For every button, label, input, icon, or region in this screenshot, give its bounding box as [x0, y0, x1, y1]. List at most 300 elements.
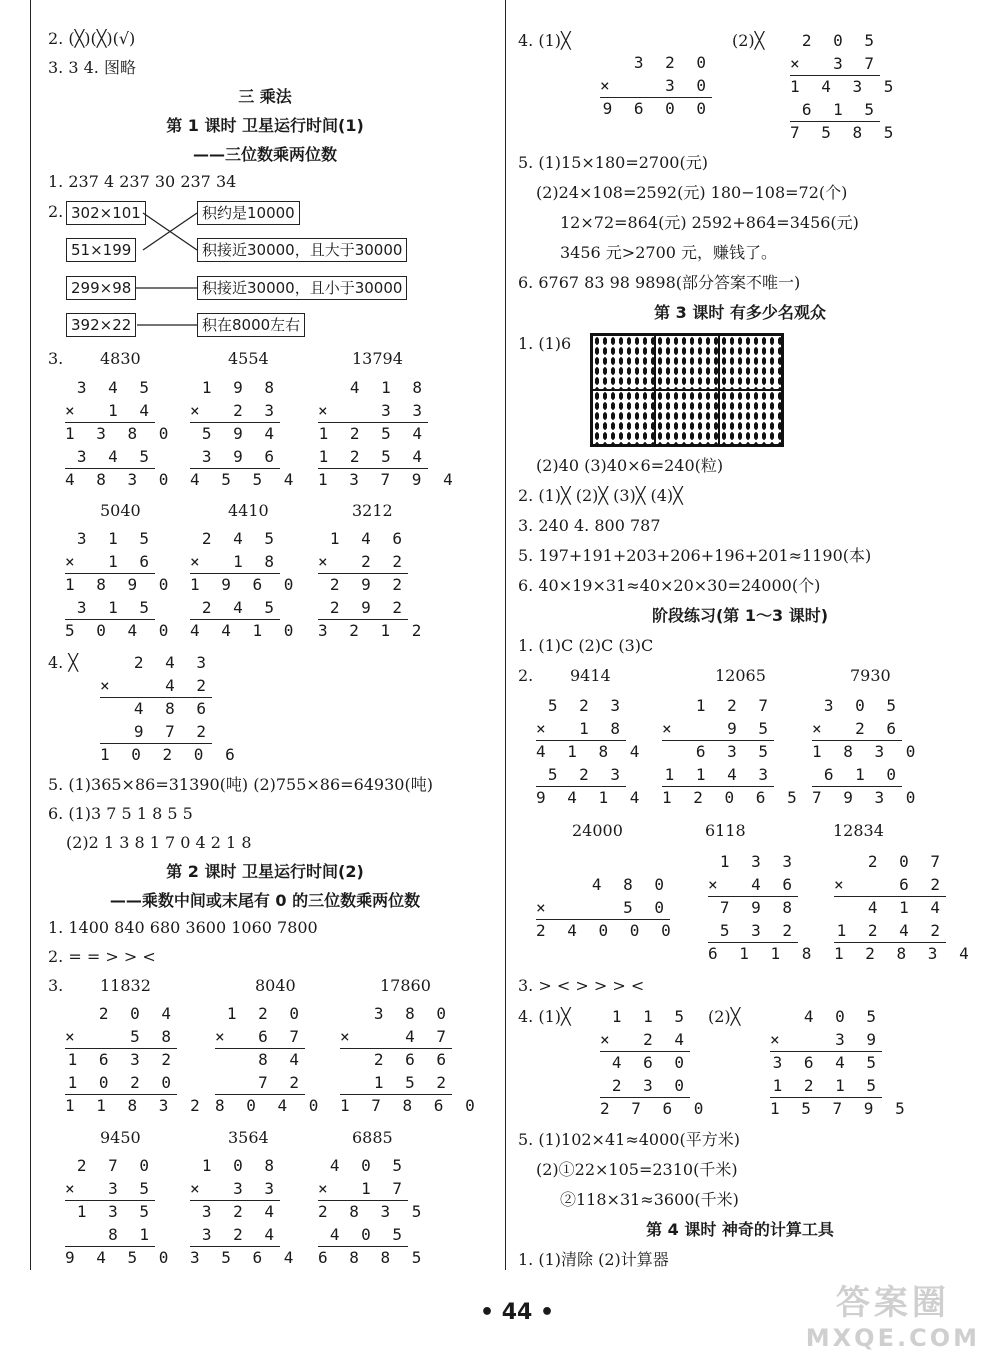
multiplication-digits: 2 3 [233, 400, 280, 420]
multiplication-row [65, 422, 175, 446]
question-label: (2)╳ [708, 1007, 741, 1026]
multiplication-digits: 1 8 [233, 551, 280, 571]
question-label: 3. [48, 976, 64, 995]
multiplication-row [190, 1178, 280, 1201]
answer-line: 3. 3 4. 图略 [48, 58, 136, 77]
grid-cell [655, 390, 718, 445]
multiplication-digits: 3 4 5 [76, 378, 155, 397]
lesson-title: 第 1 课时 卫星运行时间(1) [166, 116, 364, 135]
multiplication-digits: 2 7 0 [76, 1156, 155, 1175]
multiplication-row [65, 619, 175, 643]
multiplication-row [770, 1075, 882, 1098]
vertical-multiplication [770, 1006, 911, 1121]
multiplication-row [190, 446, 280, 469]
question-label: 2. [48, 202, 64, 221]
multiplication-digits: 1 7 [361, 1178, 408, 1198]
multiplication-row [770, 1051, 882, 1075]
vertical-multiplication [812, 695, 922, 810]
times-sign: × [318, 400, 328, 420]
vertical-multiplication [790, 30, 900, 145]
multiplication-row [600, 97, 712, 121]
multiplication-row [215, 1003, 305, 1026]
times-sign: × [190, 400, 200, 420]
multiplication-row [662, 740, 774, 764]
multiplication-digits: 1 5 2 [373, 1072, 452, 1092]
multiplication-row [536, 786, 646, 810]
multiplication-digits: 1 8 [579, 718, 626, 738]
answer-line: 6. (1)3 7 5 1 8 5 5 [48, 804, 193, 823]
multiplication-digits: 3 8 0 [373, 1004, 452, 1023]
times-sign: × [318, 551, 328, 571]
vertical-multiplication [318, 1155, 428, 1270]
lesson-title: 第 3 课时 有多少名观众 [654, 303, 826, 322]
multiplication-digits: 2 0 7 [867, 852, 946, 871]
multiplication-digits: 3 4 5 [76, 446, 155, 466]
multiplication-row [318, 400, 428, 423]
multiplication-digits: 1 2 7 [695, 696, 774, 715]
multiplication-row [708, 874, 798, 897]
times-sign: × [536, 897, 546, 917]
multiplication-digits: 5 2 3 [547, 696, 626, 715]
grid-cell [592, 335, 655, 390]
match-right-item: 积接近30000，且大于30000 [197, 238, 407, 262]
multiplication-digits: 8 0 4 0 [215, 1096, 325, 1115]
multiplication-digits: 2 4 0 0 0 [536, 921, 677, 940]
multiplication-row [600, 1097, 710, 1121]
multiplication-row [812, 786, 922, 810]
multiplication-row [600, 1075, 690, 1098]
vertical-multiplication [65, 377, 175, 492]
multiplication-digits: 4 6 [751, 874, 798, 894]
page-number: • 44 • [480, 1300, 555, 1325]
vertical-multiplication [215, 1003, 325, 1118]
multiplication-digits: 4 0 5 [329, 1224, 408, 1244]
multiplication-digits: 5 3 2 [719, 920, 798, 940]
multiplication-digits: 3 9 [835, 1029, 882, 1049]
multiplication-digits: 5 8 [130, 1026, 177, 1046]
multiplication-row [600, 1051, 690, 1075]
multiplication-row [600, 52, 712, 75]
multiplication-row [100, 697, 212, 721]
multiplication-row [190, 619, 300, 643]
question-label: (2)╳ [732, 31, 765, 50]
multiplication-row [536, 897, 670, 920]
multiplication-digits: 1 3 8 0 [65, 424, 175, 443]
multiplication-row [812, 740, 922, 764]
multiplication-digits: 2 4 5 [201, 597, 280, 617]
multiplication-row [65, 468, 175, 492]
multiplication-row [100, 721, 212, 744]
multiplication-digits: 1 9 8 [201, 378, 280, 397]
multiplication-digits: 3 6 4 5 [772, 1053, 882, 1072]
multiplication-row [65, 1224, 155, 1247]
multiplication-row [812, 718, 902, 741]
multiplication-row [318, 1178, 408, 1201]
multiplication-row [662, 764, 774, 787]
multiplication-digits: 7 9 3 0 [812, 788, 922, 807]
answer-line: 3456 元>2700 元，赚钱了。 [560, 243, 778, 262]
answer-line: 5. (1)102×41≈4000(平方米) [518, 1130, 740, 1149]
grid-cell [655, 335, 718, 390]
multiplication-digits: 2 9 2 [329, 597, 408, 617]
multiplication-row [600, 75, 712, 98]
multiplication-digits: 4 7 [405, 1026, 452, 1046]
multiplication-digits: 3 3 [381, 400, 428, 420]
multiplication-digits: 6 8 8 5 [318, 1248, 428, 1267]
multiplication-row [318, 1200, 428, 1224]
product-answer: 4830 [100, 349, 141, 368]
multiplication-digits: 4 6 0 [611, 1053, 690, 1072]
multiplication-row [100, 743, 241, 767]
multiplication-row [65, 1155, 155, 1178]
multiplication-digits: 6 1 1 8 [708, 944, 818, 963]
multiplication-digits: 7 2 [258, 1072, 305, 1092]
multiplication-row [318, 468, 459, 492]
multiplication-digits: 6 3 5 [695, 742, 774, 761]
multiplication-digits: 3 9 6 [201, 446, 280, 466]
multiplication-digits: 3 2 4 [201, 1202, 280, 1221]
vertical-multiplication [318, 377, 459, 492]
multiplication-row [190, 528, 280, 551]
multiplication-digits: 2 8 3 5 [318, 1202, 428, 1221]
multiplication-row [790, 99, 880, 122]
multiplication-row [318, 619, 428, 643]
times-sign: × [662, 718, 672, 738]
multiplication-digits: 4 4 1 0 [190, 621, 300, 640]
multiplication-digits: 1 2 5 4 [318, 424, 428, 443]
answer-line: 2. (╳)(╳)(√) [48, 29, 136, 48]
times-sign: × [65, 551, 75, 571]
multiplication-digits: 1 0 2 0 [67, 1072, 177, 1092]
answer-line: 5. 197+191+203+206+196+201≈1190(本) [518, 546, 872, 565]
multiplication-row [834, 874, 946, 897]
multiplication-digits: 4 1 8 [349, 378, 428, 397]
multiplication-row [190, 1155, 280, 1178]
multiplication-row [65, 1246, 175, 1270]
multiplication-row [215, 1072, 305, 1095]
multiplication-row [708, 896, 798, 920]
multiplication-row [65, 1200, 155, 1224]
multiplication-digits: 7 5 8 5 [790, 123, 900, 142]
watermark-url: MXQE.COM [805, 1324, 980, 1352]
multiplication-digits: 9 7 2 [133, 721, 212, 741]
answer-line: 2. = = > > < [48, 947, 156, 966]
times-sign: × [100, 675, 110, 695]
multiplication-digits: 2 0 5 [801, 31, 880, 50]
match-right-item: 积在8000左右 [197, 313, 305, 337]
multiplication-row [536, 919, 677, 943]
multiplication-digits: 1 1 8 3 2 [65, 1096, 206, 1115]
multiplication-digits: 1 0 2 0 6 [100, 745, 241, 764]
multiplication-digits: 4 8 6 [133, 699, 212, 718]
answer-line: (2)①22×105=2310(千米) [536, 1160, 738, 1179]
multiplication-digits: 1 3 5 [76, 1202, 155, 1221]
product-answer: 6118 [705, 821, 746, 840]
multiplication-digits: 3 2 1 2 [318, 621, 428, 640]
answer-line: ②118×31≈3600(千米) [560, 1190, 739, 1209]
multiplication-row [65, 597, 155, 620]
multiplication-row [100, 675, 212, 698]
multiplication-row [790, 121, 900, 145]
multiplication-digits: 4 1 8 4 [536, 742, 646, 761]
product-answer: 3564 [228, 1128, 269, 1147]
times-sign: × [190, 551, 200, 571]
multiplication-digits: 5 0 [623, 897, 670, 917]
times-sign: × [834, 874, 844, 894]
multiplication-digits: 2 4 3 [133, 653, 212, 672]
question-label: 3. [48, 349, 64, 368]
lesson-subtitle: ——三位数乘两位数 [192, 145, 337, 164]
multiplication-digits: 1 4 [108, 400, 155, 420]
multiplication-digits: 2 2 [361, 551, 408, 571]
multiplication-digits: 4 1 4 [867, 898, 946, 917]
multiplication-row [536, 695, 626, 718]
question-label: 2. [518, 666, 534, 685]
vertical-multiplication [190, 528, 300, 643]
multiplication-row [190, 1224, 280, 1247]
multiplication-row [318, 1224, 408, 1247]
multiplication-digits: 1 7 8 6 0 [340, 1096, 481, 1115]
multiplication-row [318, 528, 408, 551]
multiplication-row [190, 377, 280, 400]
multiplication-row [770, 1097, 911, 1121]
vertical-multiplication [708, 851, 818, 966]
multiplication-digits: 1 8 9 0 [65, 575, 175, 594]
multiplication-digits: 5 0 4 0 [65, 621, 175, 640]
product-answer: 24000 [572, 821, 623, 840]
multiplication-row [536, 764, 626, 787]
multiplication-row [318, 1246, 428, 1270]
multiplication-digits: 1 2 4 2 [836, 920, 946, 940]
times-sign: × [190, 1178, 200, 1198]
multiplication-digits: 1 0 8 [201, 1156, 280, 1175]
multiplication-row [790, 75, 900, 99]
multiplication-row [65, 1072, 177, 1095]
answer-line: 1. (1)清除 (2)计算器 [518, 1250, 669, 1269]
multiplication-digits: 4 8 3 0 [65, 470, 175, 489]
match-left-item: 51×199 [66, 238, 136, 262]
times-sign: × [318, 1178, 328, 1198]
product-answer: 4410 [228, 501, 269, 520]
multiplication-digits: 1 4 6 [329, 529, 408, 548]
multiplication-digits: 6 1 0 [823, 764, 902, 784]
multiplication-row [340, 1048, 452, 1072]
multiplication-row [190, 1200, 280, 1224]
multiplication-digits: 1 2 0 [226, 1004, 305, 1023]
multiplication-digits: 2 3 0 [611, 1075, 690, 1095]
match-left-item: 299×98 [66, 276, 136, 300]
multiplication-row [770, 1029, 882, 1052]
multiplication-digits: 1 3 3 [719, 852, 798, 871]
multiplication-digits: 1 2 5 4 [318, 446, 428, 466]
multiplication-row [215, 1094, 325, 1118]
product-answer: 3212 [352, 501, 393, 520]
multiplication-row [65, 1026, 177, 1049]
times-sign: × [65, 1026, 75, 1046]
stage-title: 阶段练习(第 1～3 课时) [651, 606, 829, 625]
product-answer: 9450 [100, 1128, 141, 1147]
multiplication-digits: 1 9 6 0 [190, 575, 300, 594]
answer-line: 1. (1)6 [518, 334, 572, 353]
multiplication-digits: 1 6 [108, 551, 155, 571]
multiplication-digits: 1 8 3 0 [812, 742, 922, 761]
multiplication-row [662, 695, 774, 718]
multiplication-row [600, 1029, 690, 1052]
multiplication-digits: 8 4 [258, 1050, 305, 1069]
multiplication-row [215, 1048, 305, 1072]
product-answer: 12065 [715, 666, 766, 685]
times-sign: × [770, 1029, 780, 1049]
product-answer: 5040 [100, 501, 141, 520]
vertical-multiplication [318, 528, 428, 643]
answer-line: (2)2 1 3 8 1 7 0 4 2 1 8 [66, 833, 252, 852]
multiplication-row [812, 695, 902, 718]
multiplication-row [662, 718, 774, 741]
multiplication-row [340, 1094, 481, 1118]
match-left-item: 302×101 [66, 201, 146, 225]
multiplication-row [318, 422, 428, 446]
vertical-multiplication [190, 1155, 300, 1270]
multiplication-row [190, 551, 280, 574]
times-sign: × [708, 874, 718, 894]
multiplication-row [708, 851, 798, 874]
multiplication-row [318, 446, 428, 469]
multiplication-digits: 9 6 0 0 [602, 99, 712, 118]
multiplication-row [65, 446, 155, 469]
multiplication-digits: 2 6 [855, 718, 902, 738]
match-right-item: 积约是10000 [197, 201, 300, 225]
multiplication-row [215, 1026, 305, 1049]
multiplication-row [190, 597, 280, 620]
multiplication-row [790, 53, 880, 76]
multiplication-digits: 6 1 5 [801, 99, 880, 119]
question-label: 4. ╳ [48, 653, 78, 672]
multiplication-digits: 8 1 [108, 1224, 155, 1244]
multiplication-digits: 3 1 5 [76, 529, 155, 548]
question-label: 4. (1)╳ [518, 31, 571, 50]
multiplication-digits: 3 2 4 [201, 1224, 280, 1244]
multiplication-row [834, 896, 946, 920]
multiplication-digits: 1 5 7 9 5 [770, 1099, 911, 1118]
multiplication-digits: 3 0 [665, 75, 712, 95]
vertical-multiplication [536, 874, 677, 943]
multiplication-row [190, 400, 280, 423]
vertical-multiplication [536, 695, 646, 810]
multiplication-digits: 1 1 4 3 [664, 764, 774, 784]
multiplication-row [100, 652, 212, 675]
times-sign: × [536, 718, 546, 738]
multiplication-row [65, 377, 155, 400]
multiplication-row [65, 1048, 177, 1072]
times-sign: × [65, 1178, 75, 1198]
vertical-multiplication [65, 528, 175, 643]
answer-line: 5. (1)15×180=2700(元) [518, 153, 708, 172]
match-left-item: 392×22 [66, 313, 136, 337]
multiplication-row [812, 764, 902, 787]
multiplication-digits: 9 4 1 4 [536, 788, 646, 807]
multiplication-row [834, 851, 946, 874]
grid-cell [719, 335, 782, 390]
multiplication-digits: 4 0 5 [803, 1007, 882, 1026]
dot-grid-figure [590, 333, 784, 447]
multiplication-row [318, 1155, 408, 1178]
multiplication-row [190, 1246, 300, 1270]
answer-line: 12×72=864(元) 2592+864=3456(元) [560, 213, 859, 232]
multiplication-digits: 2 4 5 [201, 529, 280, 548]
vertical-multiplication [340, 1003, 481, 1118]
multiplication-row [65, 573, 175, 597]
multiplication-row [318, 551, 408, 574]
multiplication-digits: 3 3 [233, 1178, 280, 1198]
watermark [806, 1275, 980, 1352]
vertical-multiplication [600, 52, 712, 121]
multiplication-digits: 5 2 3 [547, 764, 626, 784]
multiplication-digits: 1 4 3 5 [790, 77, 900, 96]
multiplication-row [708, 920, 798, 943]
lesson-subtitle: ——乘数中间或末尾有 0 的三位数乘两位数 [109, 891, 421, 910]
multiplication-digits: 3 2 0 [633, 53, 712, 72]
lesson-title: 第 2 课时 卫星运行时间(2) [166, 862, 364, 881]
product-answer: 8040 [255, 976, 296, 995]
multiplication-digits: 2 7 6 0 [600, 1099, 710, 1118]
answer-line: 1. (1)C (2)C (3)C [518, 636, 654, 655]
times-sign: × [215, 1026, 225, 1046]
answer-line: 5. (1)365×86=31390(吨) (2)755×86=64930(吨) [48, 775, 433, 794]
multiplication-digits: 7 9 8 [719, 898, 798, 917]
product-answer: 6885 [352, 1128, 393, 1147]
multiplication-digits: 6 2 [899, 874, 946, 894]
multiplication-digits: 1 3 7 9 4 [318, 470, 459, 489]
times-sign: × [340, 1026, 350, 1046]
multiplication-row [190, 422, 280, 446]
times-sign: × [790, 53, 800, 73]
answer-line: 3. > < > > > < [518, 976, 645, 995]
multiplication-row [708, 942, 818, 966]
multiplication-row [536, 718, 626, 741]
product-answer: 9414 [570, 666, 611, 685]
multiplication-row [770, 1006, 882, 1029]
answer-line: 6. 40×19×31≈40×20×30=24000(个) [518, 576, 821, 595]
product-answer: 7930 [850, 666, 891, 685]
times-sign: × [812, 718, 822, 738]
answer-line: (2)40 (3)40×6=240(粒) [536, 456, 724, 475]
times-sign: × [600, 75, 610, 95]
product-answer: 4554 [228, 349, 269, 368]
watermark-logo-text: 答案圈 [835, 1283, 950, 1323]
product-answer: 11832 [100, 976, 151, 995]
multiplication-digits: 9 4 5 0 [65, 1248, 175, 1267]
multiplication-digits: 4 2 [165, 675, 212, 695]
vertical-multiplication [65, 1155, 175, 1270]
grid-cell [719, 390, 782, 445]
vertical-multiplication [100, 652, 241, 767]
vertical-multiplication [662, 695, 803, 810]
multiplication-row [318, 573, 408, 597]
multiplication-row [65, 1003, 177, 1026]
multiplication-row [340, 1003, 452, 1026]
multiplication-digits: 2 4 [643, 1029, 690, 1049]
answer-line: 1. 1400 840 680 3600 1060 7800 [48, 918, 318, 937]
multiplication-row [536, 740, 646, 764]
multiplication-row [318, 597, 408, 620]
vertical-multiplication [190, 377, 300, 492]
multiplication-row [834, 920, 946, 943]
multiplication-row [190, 573, 300, 597]
multiplication-digits: 1 2 8 3 4 [834, 944, 975, 963]
multiplication-digits: 4 8 0 [591, 875, 670, 894]
product-answer: 13794 [352, 349, 403, 368]
times-sign: × [65, 400, 75, 420]
